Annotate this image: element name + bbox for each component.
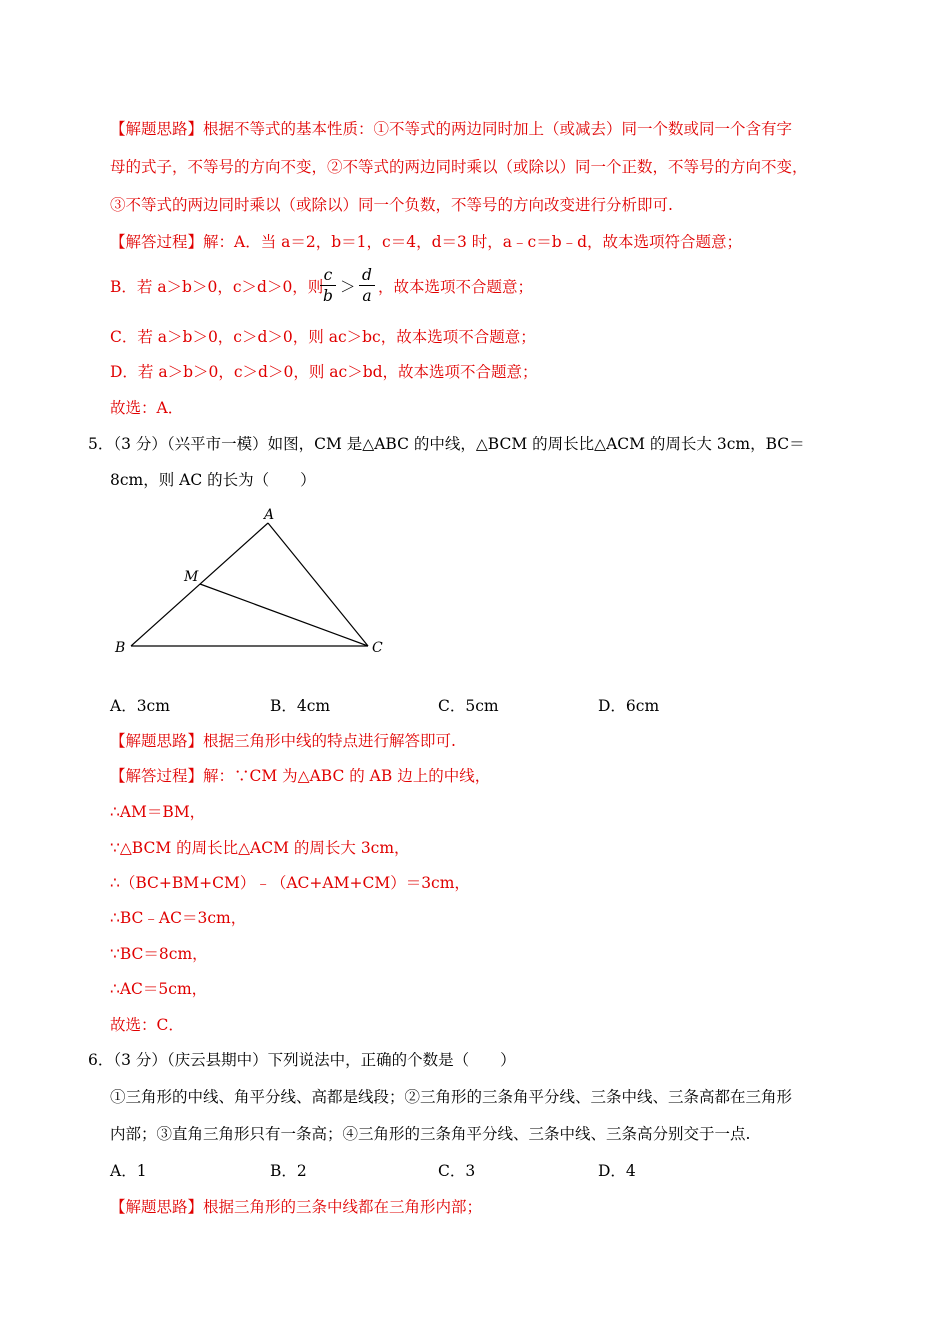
fraction-c-over-b: c b <box>320 266 336 305</box>
vertex-a-label: A <box>264 507 275 523</box>
q4-idea-line3: ③不等式的两边同时乘以（或除以）同一个负数，不等号的方向改变进行分析即可. <box>110 196 673 214</box>
q6-option-c[interactable]: C．3 <box>438 1162 476 1180</box>
q4-line-b-suffix: ，故本选项不合题意； <box>378 278 534 296</box>
q4-idea-line2: 母的式子，不等号的方向不变，②不等式的两边同时乘以（或除以）同一个正数，不等号的方向不变， <box>110 158 808 176</box>
q6-idea: 【解题思路】根据三角形的三条中线都在三角形内部； <box>110 1198 483 1216</box>
q4-process-line-a: 【解答过程】解：A．当 a＝2，b＝1，c＝4，d＝3 时，a﹣c＝b﹣d，故本选项符合题意； <box>110 233 743 251</box>
point-m-label: M <box>184 569 199 585</box>
q5-step-4: ∴（BC+BM+CM）﹣（AC+AM+CM）＝3cm， <box>110 874 470 892</box>
q5-option-c[interactable]: C．5cm <box>438 697 499 715</box>
q6-option-b[interactable]: B．2 <box>270 1162 307 1180</box>
q4-idea-label: 【解题思路】 <box>110 120 204 138</box>
greater-than-sign: ＞ <box>340 278 356 296</box>
q5-step-3: ∵△BCM 的周长比△ACM 的周长大 3cm， <box>110 839 410 857</box>
q4-idea-line1: 【解题思路】根据不等式的基本性质：①不等式的两边同时加上（或减去）同一个数或同一个含有字 <box>110 120 793 138</box>
q4-process-label: 【解答过程】 <box>110 233 204 251</box>
q4-line-b-prefix: B．若 a＞b＞0，c＞d＞0，则 <box>110 278 324 296</box>
fraction-d-over-a: d a <box>359 266 375 305</box>
q6-stem-line2: ①三角形的中线、角平分线、高都是线段；②三角形的三条角平分线、三条中线、三条高都在三角形 <box>110 1088 793 1106</box>
q4-line-d: D．若 a＞b＞0，c＞d＞0，则 ac＞bd，故本选项不合题意； <box>110 363 538 381</box>
q5-option-a[interactable]: A．3cm <box>110 697 170 715</box>
q5-idea: 【解题思路】根据三角形中线的特点进行解答即可. <box>110 732 456 750</box>
q5-step-6: ∵BC＝8cm， <box>110 945 208 963</box>
triangle-figure <box>100 500 400 670</box>
q6-option-d[interactable]: D．4 <box>598 1162 636 1180</box>
q5-answer: 故选：C． <box>110 1016 184 1034</box>
vertex-b-label: B <box>115 640 126 656</box>
q4-answer: 故选：A． <box>110 399 184 417</box>
q6-stem-line1: 6．（3 分）（庆云县期中）下列说法中，正确的个数是（ ） <box>88 1051 516 1069</box>
vertex-c-label: C <box>372 640 383 656</box>
q5-step-7: ∴AC＝5cm， <box>110 980 208 998</box>
q5-stem-line2: 8cm，则 AC 的长为（ ） <box>110 471 316 489</box>
q6-stem-line3: 内部；③直角三角形只有一条高；④三角形的三条角平分线、三条中线、三条高分别交于一点. <box>110 1125 751 1143</box>
q5-idea-label: 【解题思路】 <box>110 732 204 750</box>
side-ab <box>131 523 268 646</box>
q5-step-2: ∴AM＝BM， <box>110 803 206 821</box>
q4-line-c: C．若 a＞b＞0，c＞d＞0，则 ac＞bc，故本选项不合题意； <box>110 328 536 346</box>
q5-process-label: 【解答过程】 <box>110 767 204 785</box>
q5-option-d[interactable]: D．6cm <box>598 697 660 715</box>
q5-process-step-1: 【解答过程】解：∵CM 为△ABC 的 AB 边上的中线， <box>110 767 491 785</box>
q6-idea-label: 【解题思路】 <box>110 1198 204 1216</box>
q5-step-5: ∴BC﹣AC＝3cm， <box>110 909 247 927</box>
q5-option-b[interactable]: B．4cm <box>270 697 331 715</box>
q6-option-a[interactable]: A．1 <box>110 1162 147 1180</box>
q5-stem-line1: 5．（3 分）（兴平市一模）如图，CM 是△ABC 的中线，△BCM 的周长比△ACM 的周长大 3cm，BC＝ <box>88 435 805 453</box>
